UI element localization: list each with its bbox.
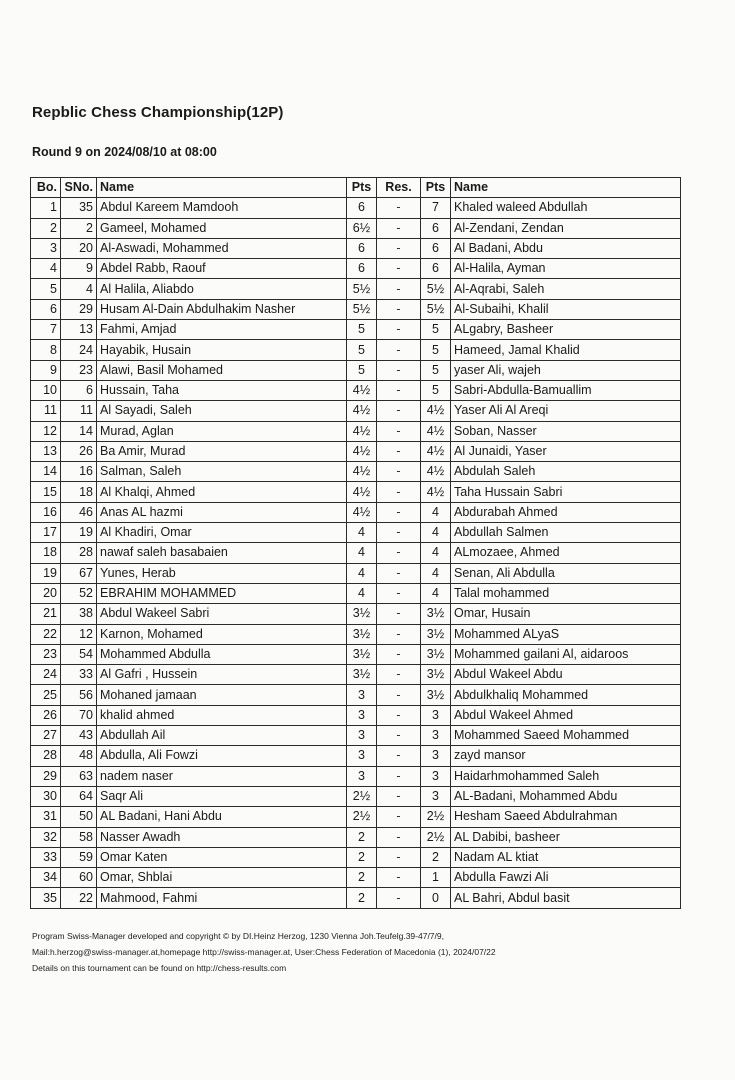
board-number: 27 — [31, 726, 61, 746]
result: - — [377, 888, 421, 908]
result: - — [377, 401, 421, 421]
player-white-name: nawaf saleh basabaien — [97, 543, 347, 563]
player-black-name: Abdurabah Ahmed — [451, 502, 681, 522]
player-black-name: Taha Hussain Sabri — [451, 482, 681, 502]
player-black-name: ALgabry, Basheer — [451, 320, 681, 340]
player-black-points: 3½ — [421, 665, 451, 685]
player-black-name: Al-Halila, Ayman — [451, 259, 681, 279]
player-black-name: Sabri-Abdulla-Bamuallim — [451, 380, 681, 400]
board-number: 12 — [31, 421, 61, 441]
player-black-points: 2½ — [421, 807, 451, 827]
table-row — [31, 766, 681, 786]
table-row — [31, 523, 681, 543]
table-row — [31, 462, 681, 482]
player-white-name: khalid ahmed — [97, 705, 347, 725]
result: - — [377, 665, 421, 685]
player-white-points: 3½ — [347, 644, 377, 664]
board-number: 25 — [31, 685, 61, 705]
player-white-points: 3½ — [347, 604, 377, 624]
table-row — [31, 726, 681, 746]
player-black-points: 4½ — [421, 482, 451, 502]
table-row — [31, 827, 681, 847]
board-number: 31 — [31, 807, 61, 827]
board-number: 17 — [31, 523, 61, 543]
player-black-name: Mohammed gailani Al, aidaroos — [451, 644, 681, 664]
header-board: Bo. — [31, 178, 61, 198]
player-white-points: 2½ — [347, 807, 377, 827]
board-number: 34 — [31, 868, 61, 888]
player-white-points: 4 — [347, 523, 377, 543]
player-white-name: Al-Aswadi, Mohammed — [97, 238, 347, 258]
player-black-name: Omar, Husain — [451, 604, 681, 624]
player-white-points: 3 — [347, 726, 377, 746]
board-number: 30 — [31, 786, 61, 806]
table-row — [31, 888, 681, 908]
player-black-points: 4 — [421, 583, 451, 603]
player-black-points: 4 — [421, 543, 451, 563]
player-black-points: 4½ — [421, 441, 451, 461]
start-number: 35 — [61, 198, 97, 218]
start-number: 38 — [61, 604, 97, 624]
player-black-name: AL Dabibi, basheer — [451, 827, 681, 847]
table-row — [31, 401, 681, 421]
player-black-name: Hesham Saeed Abdulrahman — [451, 807, 681, 827]
result: - — [377, 807, 421, 827]
result: - — [377, 543, 421, 563]
player-black-name: Abdulah Saleh — [451, 462, 681, 482]
player-white-points: 6 — [347, 198, 377, 218]
player-white-name: Alawi, Basil Mohamed — [97, 360, 347, 380]
table-row — [31, 624, 681, 644]
board-number: 6 — [31, 299, 61, 319]
player-white-points: 3 — [347, 705, 377, 725]
board-number: 24 — [31, 665, 61, 685]
player-black-points: 3 — [421, 705, 451, 725]
player-white-name: Abdul Kareem Mamdooh — [97, 198, 347, 218]
result: - — [377, 421, 421, 441]
player-white-name: Gameel, Mohamed — [97, 218, 347, 238]
start-number: 20 — [61, 238, 97, 258]
table-row — [31, 482, 681, 502]
board-number: 3 — [31, 238, 61, 258]
result: - — [377, 685, 421, 705]
player-black-name: Al-Subaihi, Khalil — [451, 299, 681, 319]
result: - — [377, 827, 421, 847]
player-white-name: Al Khadiri, Omar — [97, 523, 347, 543]
player-white-points: 2½ — [347, 786, 377, 806]
player-black-name: Al Badani, Abdu — [451, 238, 681, 258]
player-white-points: 3 — [347, 766, 377, 786]
pairings-table — [30, 177, 681, 909]
player-black-points: 3½ — [421, 604, 451, 624]
player-white-name: Fahmi, Amjad — [97, 320, 347, 340]
player-black-points: 5 — [421, 340, 451, 360]
table-row — [31, 685, 681, 705]
player-white-name: Abdul Wakeel Sabri — [97, 604, 347, 624]
player-black-points: 5 — [421, 380, 451, 400]
player-white-points: 4 — [347, 563, 377, 583]
start-number: 2 — [61, 218, 97, 238]
result: - — [377, 340, 421, 360]
start-number: 4 — [61, 279, 97, 299]
player-white-name: Nasser Awadh — [97, 827, 347, 847]
board-number: 15 — [31, 482, 61, 502]
result: - — [377, 502, 421, 522]
player-white-name: Abdullah Ail — [97, 726, 347, 746]
player-white-points: 2 — [347, 868, 377, 888]
player-white-points: 3 — [347, 685, 377, 705]
player-white-points: 4 — [347, 543, 377, 563]
board-number: 9 — [31, 360, 61, 380]
player-white-name: Yunes, Herab — [97, 563, 347, 583]
player-black-name: Yaser Ali Al Areqi — [451, 401, 681, 421]
result: - — [377, 644, 421, 664]
board-number: 8 — [31, 340, 61, 360]
result: - — [377, 847, 421, 867]
player-black-name: AL-Badani, Mohammed Abdu — [451, 786, 681, 806]
player-white-points: 5 — [347, 360, 377, 380]
start-number: 54 — [61, 644, 97, 664]
player-white-name: Husam Al-Dain Abdulhakim Nasher — [97, 299, 347, 319]
player-white-points: 5 — [347, 340, 377, 360]
player-black-points: 3 — [421, 766, 451, 786]
table-row — [31, 502, 681, 522]
header-sno: SNo. — [61, 178, 97, 198]
start-number: 46 — [61, 502, 97, 522]
player-black-points: 4 — [421, 502, 451, 522]
header-pts-black: Pts — [421, 178, 451, 198]
table-row — [31, 198, 681, 218]
table-row — [31, 807, 681, 827]
player-black-points: 5½ — [421, 299, 451, 319]
player-black-points: 3 — [421, 786, 451, 806]
player-white-points: 3½ — [347, 624, 377, 644]
player-white-points: 4 — [347, 583, 377, 603]
table-row — [31, 320, 681, 340]
player-white-name: Hussain, Taha — [97, 380, 347, 400]
player-white-name: Saqr Ali — [97, 786, 347, 806]
player-white-name: Mohaned jamaan — [97, 685, 347, 705]
player-white-name: Al Sayadi, Saleh — [97, 401, 347, 421]
board-number: 28 — [31, 746, 61, 766]
player-black-points: 3½ — [421, 624, 451, 644]
player-black-points: 5 — [421, 360, 451, 380]
board-number: 19 — [31, 563, 61, 583]
result: - — [377, 766, 421, 786]
player-white-name: Mahmood, Fahmi — [97, 888, 347, 908]
player-white-name: Salman, Saleh — [97, 462, 347, 482]
board-number: 16 — [31, 502, 61, 522]
start-number: 9 — [61, 259, 97, 279]
player-black-points: 3 — [421, 746, 451, 766]
board-number: 18 — [31, 543, 61, 563]
player-black-name: zayd mansor — [451, 746, 681, 766]
footer-contact: Mail:h.herzog@swiss-manager.at,homepage http://swiss-manager.at, User:Chess Federation of Macedonia (1), 2024/07/22 — [32, 947, 496, 957]
start-number: 14 — [61, 421, 97, 441]
player-black-points: 6 — [421, 259, 451, 279]
table-row — [31, 746, 681, 766]
start-number: 50 — [61, 807, 97, 827]
player-white-name: Karnon, Mohamed — [97, 624, 347, 644]
header-name-white: Name — [97, 178, 347, 198]
board-number: 14 — [31, 462, 61, 482]
player-black-points: 3 — [421, 726, 451, 746]
table-row — [31, 786, 681, 806]
table-row — [31, 583, 681, 603]
table-row — [31, 847, 681, 867]
start-number: 59 — [61, 847, 97, 867]
result: - — [377, 624, 421, 644]
result: - — [377, 360, 421, 380]
start-number: 52 — [61, 583, 97, 603]
player-white-name: Al Gafri , Hussein — [97, 665, 347, 685]
player-black-name: ALmozaee, Ahmed — [451, 543, 681, 563]
table-row — [31, 705, 681, 725]
player-black-points: 5½ — [421, 279, 451, 299]
table-row — [31, 238, 681, 258]
start-number: 70 — [61, 705, 97, 725]
player-black-points: 2 — [421, 847, 451, 867]
board-number: 10 — [31, 380, 61, 400]
player-black-points: 7 — [421, 198, 451, 218]
player-white-name: Mohammed Abdulla — [97, 644, 347, 664]
board-number: 29 — [31, 766, 61, 786]
player-white-name: Al Halila, Aliabdo — [97, 279, 347, 299]
player-white-name: Omar Katen — [97, 847, 347, 867]
player-white-name: Murad, Aglan — [97, 421, 347, 441]
player-black-name: Mohammed Saeed Mohammed — [451, 726, 681, 746]
start-number: 56 — [61, 685, 97, 705]
player-black-name: Al-Zendani, Zendan — [451, 218, 681, 238]
player-black-name: Mohammed ALyaS — [451, 624, 681, 644]
player-black-points: 6 — [421, 238, 451, 258]
result: - — [377, 786, 421, 806]
result: - — [377, 380, 421, 400]
player-black-name: Abdullah Salmen — [451, 523, 681, 543]
table-row — [31, 421, 681, 441]
player-black-name: Abdulla Fawzi Ali — [451, 868, 681, 888]
player-white-points: 4½ — [347, 502, 377, 522]
start-number: 16 — [61, 462, 97, 482]
start-number: 64 — [61, 786, 97, 806]
result: - — [377, 583, 421, 603]
result: - — [377, 441, 421, 461]
player-black-name: Khaled waleed Abdullah — [451, 198, 681, 218]
player-white-points: 6 — [347, 238, 377, 258]
start-number: 11 — [61, 401, 97, 421]
start-number: 29 — [61, 299, 97, 319]
player-white-points: 4½ — [347, 482, 377, 502]
result: - — [377, 462, 421, 482]
board-number: 2 — [31, 218, 61, 238]
player-black-points: 4 — [421, 563, 451, 583]
player-white-name: Hayabik, Husain — [97, 340, 347, 360]
player-black-name: AL Bahri, Abdul basit — [451, 888, 681, 908]
player-black-name: Senan, Ali Abdulla — [451, 563, 681, 583]
player-white-points: 4½ — [347, 380, 377, 400]
table-row — [31, 441, 681, 461]
player-black-points: 4½ — [421, 462, 451, 482]
header-name-black: Name — [451, 178, 681, 198]
player-white-points: 2 — [347, 827, 377, 847]
footer-details: Details on this tournament can be found on http://chess-results.com — [32, 963, 287, 973]
player-black-name: Talal mohammed — [451, 583, 681, 603]
player-black-name: Soban, Nasser — [451, 421, 681, 441]
player-black-points: 4 — [421, 523, 451, 543]
board-number: 5 — [31, 279, 61, 299]
result: - — [377, 604, 421, 624]
start-number: 48 — [61, 746, 97, 766]
table-header-row — [31, 178, 681, 198]
board-number: 7 — [31, 320, 61, 340]
board-number: 32 — [31, 827, 61, 847]
player-white-points: 6½ — [347, 218, 377, 238]
board-number: 23 — [31, 644, 61, 664]
player-white-points: 4½ — [347, 421, 377, 441]
result: - — [377, 299, 421, 319]
result: - — [377, 705, 421, 725]
start-number: 43 — [61, 726, 97, 746]
player-white-points: 4½ — [347, 401, 377, 421]
player-white-points: 4½ — [347, 462, 377, 482]
player-black-points: 4½ — [421, 401, 451, 421]
start-number: 19 — [61, 523, 97, 543]
board-number: 4 — [31, 259, 61, 279]
result: - — [377, 523, 421, 543]
table-row — [31, 380, 681, 400]
table-row — [31, 665, 681, 685]
table-row — [31, 360, 681, 380]
start-number: 18 — [61, 482, 97, 502]
start-number: 58 — [61, 827, 97, 847]
player-white-name: Omar, Shblai — [97, 868, 347, 888]
player-white-points: 5½ — [347, 279, 377, 299]
player-black-name: Abdulkhaliq Mohammed — [451, 685, 681, 705]
result: - — [377, 726, 421, 746]
result: - — [377, 259, 421, 279]
player-black-points: 3½ — [421, 644, 451, 664]
result: - — [377, 218, 421, 238]
player-white-points: 5 — [347, 320, 377, 340]
result: - — [377, 563, 421, 583]
round-info: Round 9 on 2024/08/10 at 08:00 — [32, 145, 217, 159]
player-black-name: yaser Ali, wajeh — [451, 360, 681, 380]
start-number: 28 — [61, 543, 97, 563]
table-row — [31, 299, 681, 319]
player-black-points: 1 — [421, 868, 451, 888]
board-number: 35 — [31, 888, 61, 908]
start-number: 33 — [61, 665, 97, 685]
start-number: 60 — [61, 868, 97, 888]
start-number: 6 — [61, 380, 97, 400]
board-number: 1 — [31, 198, 61, 218]
player-white-name: Abdel Rabb, Raouf — [97, 259, 347, 279]
player-black-name: Abdul Wakeel Abdu — [451, 665, 681, 685]
player-white-points: 6 — [347, 259, 377, 279]
player-white-points: 2 — [347, 847, 377, 867]
player-white-name: Anas AL hazmi — [97, 502, 347, 522]
board-number: 20 — [31, 583, 61, 603]
result: - — [377, 868, 421, 888]
footer-copyright: Program Swiss-Manager developed and copyright © by DI.Heinz Herzog, 1230 Vienna Joh.Teufelg.39-47/7/9, — [32, 931, 444, 941]
player-white-points: 5½ — [347, 299, 377, 319]
player-black-name: Al-Aqrabi, Saleh — [451, 279, 681, 299]
result: - — [377, 320, 421, 340]
start-number: 63 — [61, 766, 97, 786]
player-white-points: 2 — [347, 888, 377, 908]
player-white-name: AL Badani, Hani Abdu — [97, 807, 347, 827]
result: - — [377, 279, 421, 299]
table-row — [31, 644, 681, 664]
board-number: 13 — [31, 441, 61, 461]
header-pts-white: Pts — [347, 178, 377, 198]
document-title: Repblic Chess Championship(12P) — [32, 104, 284, 121]
player-white-name: Al Khalqi, Ahmed — [97, 482, 347, 502]
start-number: 26 — [61, 441, 97, 461]
result: - — [377, 198, 421, 218]
table-row — [31, 218, 681, 238]
table-row — [31, 340, 681, 360]
player-white-name: Ba Amir, Murad — [97, 441, 347, 461]
player-white-name: Abdulla, Ali Fowzi — [97, 746, 347, 766]
player-white-points: 4½ — [347, 441, 377, 461]
table-row — [31, 259, 681, 279]
footer — [32, 928, 496, 976]
player-white-points: 3 — [347, 746, 377, 766]
board-number: 26 — [31, 705, 61, 725]
header-result: Res. — [377, 178, 421, 198]
start-number: 13 — [61, 320, 97, 340]
player-black-points: 5 — [421, 320, 451, 340]
player-black-points: 3½ — [421, 685, 451, 705]
player-white-points: 3½ — [347, 665, 377, 685]
table-row — [31, 604, 681, 624]
result: - — [377, 482, 421, 502]
player-black-name: Haidarhmohammed Saleh — [451, 766, 681, 786]
start-number: 23 — [61, 360, 97, 380]
player-black-points: 4½ — [421, 421, 451, 441]
player-black-points: 2½ — [421, 827, 451, 847]
player-black-name: Abdul Wakeel Ahmed — [451, 705, 681, 725]
player-white-name: nadem naser — [97, 766, 347, 786]
player-black-points: 0 — [421, 888, 451, 908]
board-number: 22 — [31, 624, 61, 644]
result: - — [377, 746, 421, 766]
result: - — [377, 238, 421, 258]
start-number: 67 — [61, 563, 97, 583]
table-row — [31, 868, 681, 888]
start-number: 22 — [61, 888, 97, 908]
board-number: 21 — [31, 604, 61, 624]
start-number: 12 — [61, 624, 97, 644]
table-row — [31, 563, 681, 583]
board-number: 11 — [31, 401, 61, 421]
player-black-name: Nadam AL ktiat — [451, 847, 681, 867]
player-black-name: Hameed, Jamal Khalid — [451, 340, 681, 360]
start-number: 24 — [61, 340, 97, 360]
player-white-name: EBRAHIM MOHAMMED — [97, 583, 347, 603]
table-row — [31, 279, 681, 299]
player-black-points: 6 — [421, 218, 451, 238]
player-black-name: Al Junaidi, Yaser — [451, 441, 681, 461]
board-number: 33 — [31, 847, 61, 867]
table-row — [31, 543, 681, 563]
